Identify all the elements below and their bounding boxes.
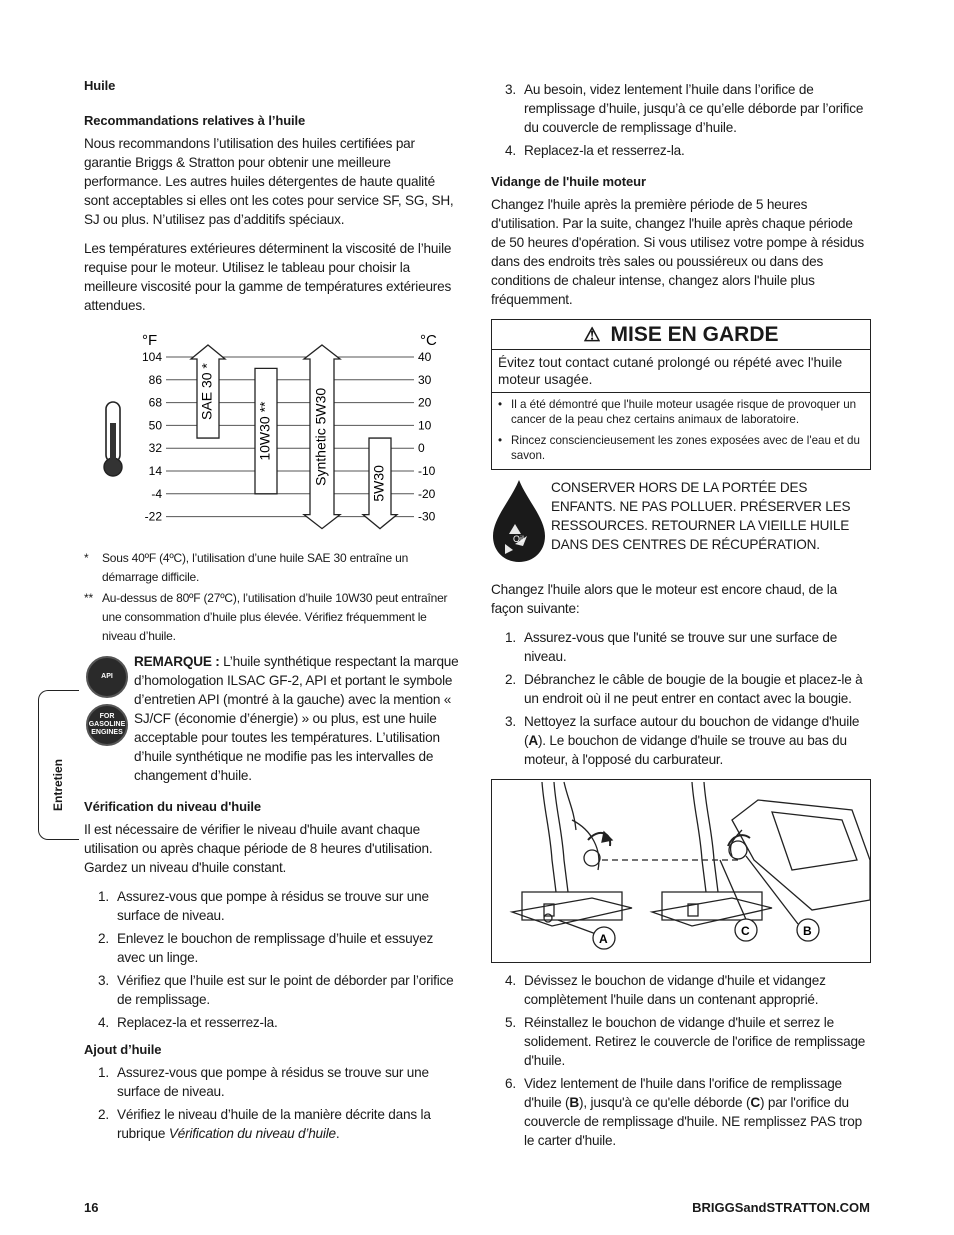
- celsius-tick-label: 30: [418, 372, 432, 387]
- fahrenheit-tick-label: 68: [148, 395, 162, 410]
- step-callout: B: [569, 1095, 580, 1110]
- step-text: Enlevez le bouchon de remplissage d’huile et essuyez avec un linge.: [117, 931, 434, 965]
- fahrenheit-tick-label: 104: [141, 350, 162, 364]
- warning-triangle-icon: ⚠: [583, 325, 601, 346]
- warning-bullets: [492, 393, 870, 469]
- list-item: 4. Replacez-la et resserrez-la.: [505, 143, 685, 158]
- recycle-notice: [491, 478, 871, 562]
- section-tab-label: Entretien: [51, 758, 65, 811]
- celsius-tick-label: 40: [418, 350, 432, 364]
- paragraph-viscosity: Les températures extérieures déterminent la viscosité de l’huile requise pour le moteur. Utilisez le tableau pour choisir la meilleure viscosité pour la gamme de températures extérieures attendues.: [84, 241, 452, 313]
- step-text: Réinstallez le bouchon de vidange d'huile et serrez le solidement. Retirez le couvercle de l'orifice de remplissage d'huile.: [524, 1015, 866, 1068]
- footnote-10w30: [84, 589, 462, 646]
- list-item: 2. Vérifiez le niveau d’huile de la manière décrite dans la rubrique Vérification du niveau d’huile.: [98, 1107, 431, 1141]
- note-text: L’huile synthétique respectant la marque d’homologation ILSAC GF-2, API et portant le symbole d’entretien API (montré à la gauche) avec la mention « SJ/CF (économie d’énergie) » ou plus, est une huile acceptable pour toutes les températures. L’utilisation d’huile synthétique ne modifie pas les intervalles de changement d’huile.: [134, 654, 459, 783]
- paragraph-oil-change: Changez l'huile après la première période de 5 heures d'utilisation. Par la suite, changez l'huile après chaque période de 50 heures d'opération. Si vous utilisez votre pompe à résidus dans des endroits très sales ou poussiéreux ou dans des conditions de chaleur intense, changez alors l'huile plus fréquemment.: [491, 197, 864, 307]
- celsius-tick-label: 0: [418, 441, 425, 456]
- callout-c: C: [741, 924, 750, 938]
- paragraph-oil-level-check: Il est nécessaire de vérifier le niveau d'huile avant chaque utilisation ou après chaque période de 8 heures d'utilisation. Gardez un niveau d'huile constant.: [84, 822, 433, 875]
- engine-drain-diagram: [492, 780, 870, 962]
- step-text: Débranchez le câble de bougie de la bougie et placez-le à un endroit où il ne peut entrer en contact avec la bougie.: [524, 672, 863, 706]
- fahrenheit-tick-label: 14: [148, 464, 162, 478]
- fahrenheit-unit-label: °F: [142, 332, 158, 349]
- footnote-mark: *: [84, 551, 89, 565]
- warning-box: [491, 319, 871, 470]
- step-text: .: [335, 1126, 340, 1141]
- step-text: Au besoin, videz lentement l’huile dans l’orifice de remplissage d’huile, jusqu’à ce qu’elle déborde par l’orifice du couvercle de remplissage d’huile.: [524, 82, 864, 135]
- heading-oil-level-check: Vérification du niveau d'huile: [84, 799, 262, 814]
- callout-b: B: [803, 924, 812, 938]
- list-item: 4. Replacez-la et resserrez-la.: [98, 1015, 278, 1030]
- list-item: 1. Assurez-vous que pompe à résidus se trouve sur une surface de niveau.: [98, 889, 429, 923]
- heading-oil: Huile: [84, 78, 116, 93]
- step-text: Vérifiez que l’huile est sur le point de déborder par l’orifice de remplissage.: [117, 973, 454, 1007]
- footnote-text: Au-dessus de 80ºF (27ºC), l’utilisation d’huile 10W30 peut entraîner une consommation d’huile plus élevée. Vérifiez fréquemment le niveau d’huile.: [102, 591, 448, 643]
- step-text: Replacez-la et resserrez-la.: [524, 143, 685, 158]
- api-symbols: [86, 656, 130, 752]
- oil-drain-illustration: [491, 779, 871, 963]
- step-text: Replacez-la et resserrez-la.: [117, 1015, 278, 1030]
- fahrenheit-tick-label: 32: [148, 441, 162, 456]
- oil-grade-label: SAE 30 *: [198, 363, 215, 420]
- list-item: 6. Videz lentement de l'huile dans l'orifice de remplissage d'huile (B), jusqu'à ce qu'elle déborde (C) par l'orifice du couvercle de remplissage d'huile. NE remplissez PAS trop le carter d'huile.: [505, 1076, 862, 1148]
- oil-grade-label: 5W30: [370, 465, 387, 502]
- heading-oil-change: Vidange de l'huile moteur: [491, 174, 646, 189]
- section-tab: [38, 690, 79, 840]
- api-service-symbol-icon: API: [86, 656, 128, 698]
- step-text: Vérifiez le niveau d’huile de la manière décrite dans la rubrique: [117, 1107, 431, 1141]
- recycle-text: CONSERVER HORS DE LA PORTÉE DES ENFANTS. NE PAS POLLUER. PRÉSERVER LES RESSOURCES. RETOURNER LA VIEILLE HUILE DANS DES CENTRES DE RÉCUPÉRATION.: [551, 480, 851, 552]
- step-text: Assurez-vous que pompe à résidus se trouve sur une surface de niveau.: [117, 1065, 429, 1099]
- oil-recycle-drop-icon: [491, 478, 547, 562]
- oil-range-bars: [191, 345, 397, 529]
- viscosity-chart: [84, 325, 462, 537]
- paragraph-change-hot: Changez l'huile alors que le moteur est encore chaud, de la façon suivante:: [491, 582, 837, 616]
- step-text: ) par l'orifice du couvercle de remplissage d'huile. NE remplissez PAS trop le carter d'huile.: [524, 1095, 862, 1148]
- warning-text: Évitez tout contact cutané prolongé ou répété avec l'huile moteur usagée.: [492, 350, 870, 393]
- fahrenheit-tick-label: -4: [151, 486, 162, 501]
- thermometer-icon: [104, 402, 122, 476]
- celsius-tick-label: -10: [418, 464, 436, 478]
- celsius-tick-label: -20: [418, 486, 436, 501]
- bullet-text: Rincez consciencieusement les zones exposées avec de l'eau et du savon.: [511, 434, 860, 462]
- synthetic-oil-note: [84, 652, 462, 785]
- list-item: 3. Au besoin, videz lentement l’huile dans l’orifice de remplissage d’huile, jusqu’à ce qu’elle déborde par l’orifice du couvercle de remplissage d’huile.: [505, 82, 864, 135]
- step-text: ), jusqu'à ce qu'elle déborde (: [579, 1095, 751, 1110]
- heading-oil-recommendations: Recommandations relatives à l’huile: [84, 113, 306, 128]
- fahrenheit-tick-label: 50: [148, 418, 162, 433]
- oil-label: Oil: [513, 534, 524, 544]
- add-steps-list: [84, 1063, 462, 1143]
- api-certification-mark-icon: FOR GASOLINE ENGINES: [86, 704, 128, 746]
- viscosity-chart-svg: [84, 325, 462, 537]
- left-column: [84, 78, 462, 1153]
- heading-add-oil: Ajout d’huile: [84, 1042, 162, 1057]
- list-item: 5. Réinstallez le bouchon de vidange d'huile et serrez le solidement. Retirez le couvercle de l'orifice de remplissage d'huile.: [505, 1015, 866, 1068]
- list-item: 3. Vérifiez que l’huile est sur le point de déborder par l’orifice de remplissage.: [98, 973, 454, 1007]
- list-item: • Il a été démontré que l'huile moteur usagée risque de provoquer un cancer de la peau chez certains animaux de laboratoire.: [498, 398, 857, 426]
- add-steps-continued: [491, 80, 871, 160]
- footnote-mark: **: [84, 591, 93, 605]
- fahrenheit-tick-label: -22: [144, 509, 162, 524]
- fahrenheit-tick-label: 86: [148, 372, 162, 387]
- step-callout: A: [528, 733, 538, 748]
- footnote-text: Sous 40ºF (4ºC), l’utilisation d’une huile SAE 30 entraîne un démarrage difficile.: [102, 551, 409, 584]
- drain-steps-list: [491, 628, 871, 769]
- warning-title-text: MISE EN GARDE: [610, 323, 779, 346]
- step-callout: C: [750, 1095, 760, 1110]
- celsius-tick-label: 10: [418, 418, 432, 433]
- list-item: 2. Débranchez le câble de bougie de la bougie et placez-le à un endroit où il ne peut entrer en contact avec la bougie.: [505, 672, 863, 706]
- step-reference: Vérification du niveau d’huile: [168, 1126, 336, 1141]
- step-text: Dévissez le bouchon de vidange d'huile et vidangez complètement l'huile dans un contenant approprié.: [524, 973, 826, 1007]
- right-column: [491, 80, 871, 1160]
- footnote-sae30: [84, 549, 462, 587]
- list-item: 1. Assurez-vous que l'unité se trouve sur une surface de niveau.: [505, 630, 838, 664]
- step-text: Assurez-vous que pompe à résidus se trouve sur une surface de niveau.: [117, 889, 429, 923]
- callout-a: A: [599, 932, 608, 946]
- step-text: Nettoyez la surface autour du bouchon de vidange d'huile (: [524, 714, 860, 748]
- oil-grade-label: 10W30 **: [256, 401, 273, 461]
- warning-title: [492, 320, 870, 350]
- list-item: 2. Enlevez le bouchon de remplissage d’huile et essuyez avec un linge.: [98, 931, 434, 965]
- celsius-tick-label: 20: [418, 395, 432, 410]
- step-text: ). Le bouchon de vidange d'huile se trouve au bas du moteur, à l'opposé du carburateur.: [524, 733, 847, 767]
- list-item: • Rincez consciencieusement les zones exposées avec de l'eau et du savon.: [498, 434, 860, 462]
- celsius-tick-label: -30: [418, 509, 436, 524]
- paragraph-oil-certification: Nous recommandons l’utilisation des huiles certifiées par garantie Briggs & Stratton pour obtenir une meilleure performance. Les autres huiles détergentes de haute qualité sont acceptables si elles ont les cotes pour service SF, SG, SH, SJ ou plus. N’utilisez pas d’additifs spéciaux.: [84, 136, 454, 227]
- step-text: Assurez-vous que l'unité se trouve sur une surface de niveau.: [524, 630, 838, 664]
- note-label: REMARQUE :: [134, 654, 220, 669]
- list-item: 1. Assurez-vous que pompe à résidus se trouve sur une surface de niveau.: [98, 1065, 429, 1099]
- oil-grade-label: Synthetic 5W30: [312, 387, 329, 486]
- celsius-unit-label: °C: [420, 332, 437, 349]
- list-item: 3. Nettoyez la surface autour du bouchon de vidange d'huile (A). Le bouchon de vidange d'huile se trouve au bas du moteur, à l'opposé du carburateur.: [505, 714, 860, 767]
- bullet-text: Il a été démontré que l'huile moteur usagée risque de provoquer un cancer de la peau chez certains animaux de laboratoire.: [511, 398, 857, 426]
- fahrenheit-ticks: [142, 350, 162, 524]
- step-text: Videz lentement de l'huile dans l'orifice de remplissage d'huile (: [524, 1076, 842, 1110]
- list-item: 4. Dévissez le bouchon de vidange d'huile et vidangez complètement l'huile dans un contenant approprié.: [505, 973, 826, 1007]
- drain-steps-continued: [491, 971, 871, 1150]
- page-number: 16: [84, 1200, 99, 1215]
- celsius-ticks: [418, 350, 436, 524]
- footer-website: BRIGGSandSTRATTON.COM: [692, 1200, 870, 1215]
- check-steps-list: [84, 887, 462, 1032]
